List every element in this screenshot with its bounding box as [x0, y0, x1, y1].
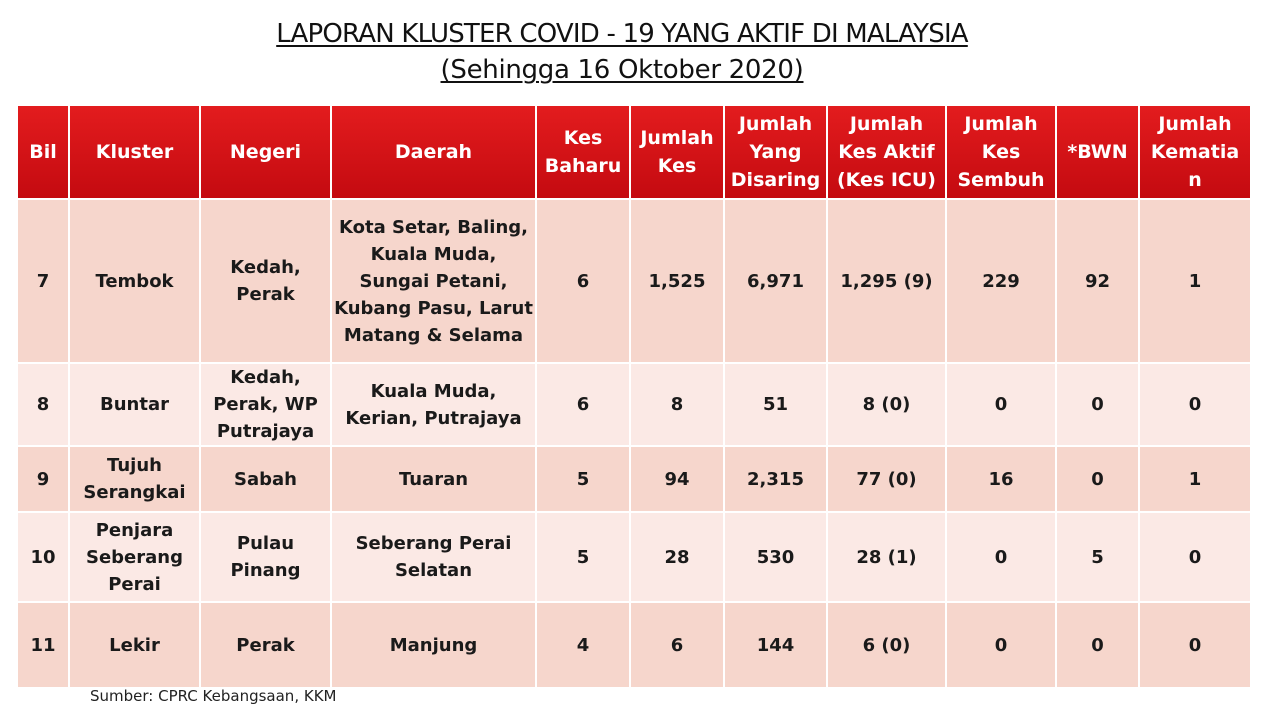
cell-kes-baharu: 5	[536, 446, 630, 512]
cell-negeri: Kedah, Perak, WP Putrajaya	[200, 363, 331, 446]
header-kes-baharu: Kes Baharu	[536, 105, 630, 199]
cell-kluster: Tembok	[69, 199, 200, 363]
cell-daerah: Tuaran	[331, 446, 536, 512]
cell-jumlah-disaring: 144	[724, 602, 827, 688]
cell-kluster: Buntar	[69, 363, 200, 446]
table-row	[17, 363, 1251, 446]
cell-sembuh: 16	[946, 446, 1056, 512]
cell-kematian: 0	[1139, 512, 1251, 602]
cell-daerah: Kota Setar, Baling, Kuala Muda, Sungai Petani, Kubang Pasu, Larut Matang & Selama	[331, 199, 536, 363]
cell-bil: 11	[17, 602, 69, 688]
cell-jumlah-disaring: 51	[724, 363, 827, 446]
cell-kluster: Penjara Seberang Perai	[69, 512, 200, 602]
cell-kes-aktif: 77 (0)	[827, 446, 946, 512]
cell-sembuh: 0	[946, 512, 1056, 602]
table-row	[17, 512, 1251, 602]
cell-kes-aktif: 8 (0)	[827, 363, 946, 446]
cell-negeri: Perak	[200, 602, 331, 688]
cell-sembuh: 0	[946, 363, 1056, 446]
cell-kluster: Lekir	[69, 602, 200, 688]
cell-jumlah-kes: 6	[630, 602, 724, 688]
cell-daerah: Manjung	[331, 602, 536, 688]
cell-bwn: 0	[1056, 602, 1139, 688]
cell-kes-baharu: 4	[536, 602, 630, 688]
cell-negeri: Kedah, Perak	[200, 199, 331, 363]
report-title: LAPORAN KLUSTER COVID - 19 YANG AKTIF DI MALAYSIA	[276, 19, 968, 49]
cell-kematian: 1	[1139, 199, 1251, 363]
cell-kematian: 1	[1139, 446, 1251, 512]
cell-kes-aktif: 1,295 (9)	[827, 199, 946, 363]
cell-kluster: Tujuh Serangkai	[69, 446, 200, 512]
cell-kematian: 0	[1139, 363, 1251, 446]
header-negeri: Negeri	[200, 105, 331, 199]
header-kluster: Kluster	[69, 105, 200, 199]
header-kematian: Jumlah Kematia n	[1139, 105, 1251, 199]
cell-jumlah-kes: 1,525	[630, 199, 724, 363]
cell-daerah: Kuala Muda, Kerian, Putrajaya	[331, 363, 536, 446]
cell-sembuh: 229	[946, 199, 1056, 363]
cell-negeri: Sabah	[200, 446, 331, 512]
cell-kes-baharu: 6	[536, 363, 630, 446]
header-bwn: *BWN	[1056, 105, 1139, 199]
cell-kes-aktif: 6 (0)	[827, 602, 946, 688]
cell-kes-baharu: 6	[536, 199, 630, 363]
cell-bil: 8	[17, 363, 69, 446]
cell-bil: 9	[17, 446, 69, 512]
cell-kematian: 0	[1139, 602, 1251, 688]
cell-sembuh: 0	[946, 602, 1056, 688]
header-jumlah-kes: Jumlah Kes	[630, 105, 724, 199]
cell-kes-baharu: 5	[536, 512, 630, 602]
cell-negeri: Pulau Pinang	[200, 512, 331, 602]
cell-jumlah-kes: 94	[630, 446, 724, 512]
header-daerah: Daerah	[331, 105, 536, 199]
cell-bwn: 5	[1056, 512, 1139, 602]
cell-jumlah-disaring: 6,971	[724, 199, 827, 363]
header-jumlah-disaring: Jumlah Yang Disaring	[724, 105, 827, 199]
source-note: Sumber: CPRC Kebangsaan, KKM	[90, 687, 337, 705]
header-kes-aktif: Jumlah Kes Aktif (Kes ICU)	[827, 105, 946, 199]
report-subtitle: (Sehingga 16 Oktober 2020)	[440, 55, 804, 85]
cell-jumlah-disaring: 530	[724, 512, 827, 602]
table-row	[17, 446, 1251, 512]
cell-bwn: 92	[1056, 199, 1139, 363]
cell-bil: 7	[17, 199, 69, 363]
cell-jumlah-disaring: 2,315	[724, 446, 827, 512]
cell-bwn: 0	[1056, 446, 1139, 512]
cell-kes-aktif: 28 (1)	[827, 512, 946, 602]
cluster-table	[16, 104, 1252, 689]
table-header-row	[17, 105, 1251, 199]
cell-jumlah-kes: 28	[630, 512, 724, 602]
header-bil: Bil	[17, 105, 69, 199]
header-sembuh: Jumlah Kes Sembuh	[946, 105, 1056, 199]
table-row	[17, 199, 1251, 363]
cell-jumlah-kes: 8	[630, 363, 724, 446]
cell-daerah: Seberang Perai Selatan	[331, 512, 536, 602]
cell-bil: 10	[17, 512, 69, 602]
cell-bwn: 0	[1056, 363, 1139, 446]
table-row	[17, 602, 1251, 688]
